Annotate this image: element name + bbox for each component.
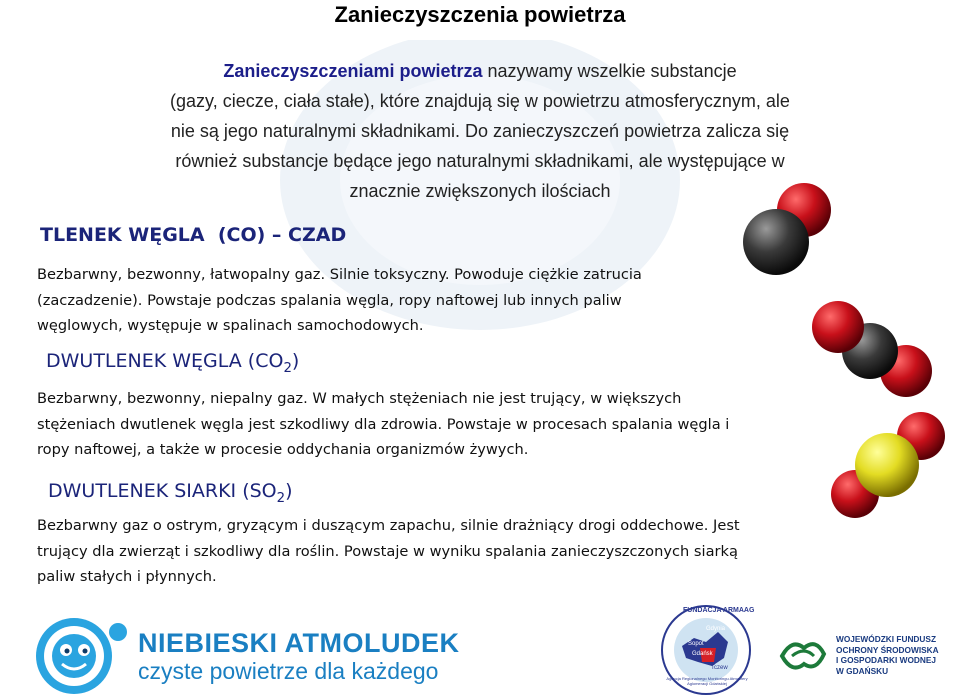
brand-tagline: czyste powietrze dla każdego [138, 658, 439, 684]
intro-highlight: Zanieczyszczeniami powietrza [223, 61, 483, 81]
wfos-line: WOJEWÓDZKI FUNDUSZ [836, 634, 937, 644]
co2-heading-sub: 2 [283, 360, 292, 376]
co-description [37, 262, 807, 339]
brand-name: NIEBIESKI ATMOLUDEK [138, 628, 460, 658]
so2-heading [48, 480, 293, 506]
co2-heading [46, 350, 299, 376]
co-line: Bezbarwny, bezwonny, łatwopalny gaz. Silnie toksyczny. Powoduje ciężkie zatrucia [37, 266, 642, 283]
intro-line-3: nie są jego naturalnymi składnikami. Do zanieczyszczeń powietrza zalicza się [170, 121, 790, 141]
map-place-sopot: Sopot [688, 641, 704, 647]
so2-heading-sub: 2 [276, 490, 286, 506]
co2-molecule-icon [808, 295, 933, 405]
wfos-name [836, 634, 939, 676]
co2-heading-text: DWUTLENEK WĘGLA (CO [46, 350, 284, 372]
armaag-ring-text: Agencja Regionalnego Monitoringu Atmosfery Aglomeracji Gdańskiej [666, 676, 748, 686]
so2-line: paliw stałych i płynnych. [37, 568, 217, 585]
map-place-tczew: Tczew [711, 665, 728, 671]
map-place-gdansk: Gdańsk [692, 651, 713, 657]
map-place-gdynia: Gdynia [706, 626, 726, 632]
intro-line-2: (gazy, ciecze, ciała stałe), które znajdują się w powietrzu atmosferycznym, ale [170, 91, 790, 111]
wfos-leaf-icon [778, 634, 828, 676]
so2-line: Bezbarwny gaz o ostrym, gryzącym i duszącym zapachu, silnie drażniący drogi oddechowe. Jest [37, 517, 740, 534]
co2-heading-end: ) [291, 350, 300, 372]
co-molecule-icon [740, 178, 840, 278]
intro-line-4: również substancje będące jego naturalnymi składnikami, ale występujące w [175, 151, 785, 171]
co2-line: ropy naftowej, a także w procesie oddychania organizmów żywych. [37, 441, 529, 458]
wfos-line: I GOSPODARKI WODNEJ [836, 655, 937, 665]
co2-line: Bezbarwny, bezwonny, niepalny gaz. W małych stężeniach nie jest trujący, w większych [37, 390, 682, 407]
so2-description [37, 513, 897, 590]
page-title: Zanieczyszczenia powietrza [334, 2, 626, 27]
co-line: węglowych, występuje w spalinach samochodowych. [37, 317, 424, 334]
intro-line-1-rest: nazywamy wszelkie substancje [482, 61, 737, 81]
footer-logos [0, 598, 960, 699]
atmoludek-mascot-icon [22, 612, 132, 698]
so2-heading-text: DWUTLENEK SIARKI (SO [48, 480, 277, 502]
intro-line-5: znacznie zwiększonych ilościach [349, 181, 611, 201]
co-line: (zaczadzenie). Powstaje podczas spalania węgla, ropy naftowej lub innych paliw [37, 291, 622, 309]
so2-heading-end: ) [285, 480, 293, 502]
co2-line: stężeniach dwutlenek węgla jest szkodliwy dla zdrowia. Powstaje w procesach spalania węgla i [37, 415, 730, 433]
so2-line: trujący dla zwierząt i szkodliwy dla roślin. Powstaje w wyniku spalania zanieczyszczonych siarką [37, 542, 738, 560]
wfos-line: OCHRONY ŚRODOWISKA [836, 644, 939, 655]
armaag-title: FUNDACJA ARMAAG [683, 607, 755, 614]
so2-molecule-icon [825, 410, 955, 520]
wfos-line: W GDAŃSKU [836, 665, 889, 676]
intro-line-1 [40, 56, 920, 86]
co-heading: TLENEK WĘGLA (CO) – CZAD [40, 224, 347, 246]
co2-description [37, 386, 857, 463]
